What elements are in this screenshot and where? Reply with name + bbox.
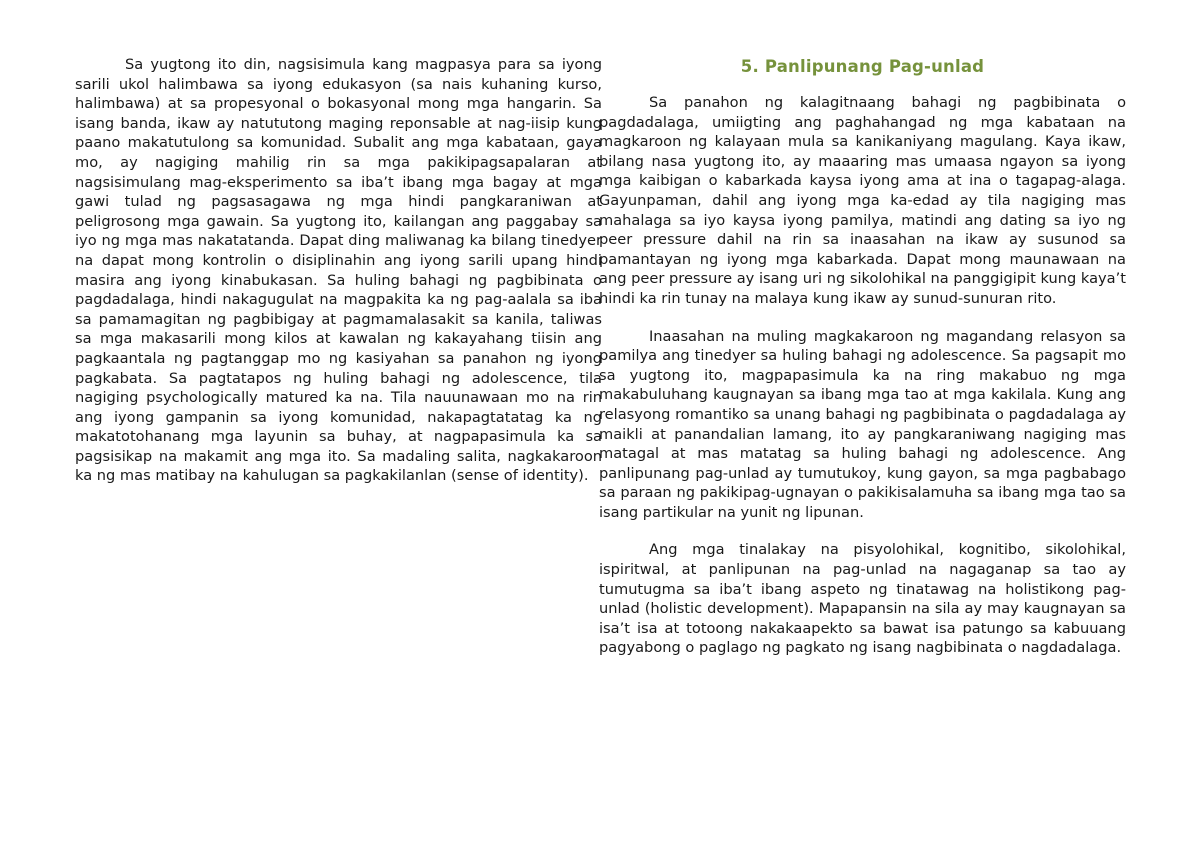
body-paragraph: Sa yugtong ito din, nagsisimula kang magpasya para sa iyong sarili ukol halimbawa sa iyong edukasyon (sa nais kuhaning kurso, halimbawa) at sa propesyonal o bokasyonal mong mga hangarin. Sa isang banda, ikaw ay natututong maging reponsable at nag-iisip kung paano makatutulong sa komunidad. Subalit ang mga kabataan, gaya mo, ay nagiging mahilig rin sa mga pakikipagsapalaran at nagsisimulang mag-eksperimento sa iba’t ibang mga bagay at mga gawi tulad ng pagsasagawa ng mga hindi pangkaraniwan at peligrosong mga gawain. Sa yugtong ito, kailangan ang paggabay sa iyo ng mga mas nakatatanda. Dapat ding maliwanag ka bilang tinedyer na dapat mong kontrolin o disiplinahin ang iyong sarili upang hindi masira ang iyong kinabukasan. Sa huling bahagi ng pagbibinata o pagdadalaga, hindi nakagugulat na magpakita ka ng pag-aalala sa iba sa pamamagitan ng pagbibigay at pagmamalasakit sa kanila, taliwas sa mga makasarili mong kilos at kawalan ng kakayahang tiisin ang pagkaantala ng pagtanggap mo ng kasiyahan sa panahon ng iyong pagkabata. Sa pagtatapos ng huling bahagi ng adolescence, tila nagiging psychologically matured ka na. Tila nauunawaan mo na rin ang iyong gampanin sa iyong komunidad, nakapagtatatag ka ng makatotohanang mga layunin sa buhay, at nagpapasimula ka sa pagsisikap na makamit ang mga ito. Sa madaling salita, nagkakaroon ka ng mas matibay na kahulugan sa pagkakilanlan (sense of identity). <box>75 56 602 485</box>
body-paragraph: Sa panahon ng kalagitnaang bahagi ng pagbibinata o pagdadalaga, umiigting ang paghahangad ng mga kabataan na magkaroon ng kalayaan mula sa kanikaniyang magulang. Kaya ikaw, bilang nasa yugtong ito, ay maaaring mas umaasa ngayon sa iyong mga kaibigan o kabarkada kaysa iyong ama at ina o tagapag-alaga. Gayunpaman, dahil ang iyong mga ka-edad ay tila nagiging mas mahalaga sa iyo kaysa iyong pamilya, matindi ang dating sa iyo ng peer pressure dahil na rin sa inaasahan na ikaw ay susunod sa pamantayan ng iyong mga kabarkada. Dapat mong maunawaan na ang peer pressure ay isang uri ng sikolohikal na panggigipit kung kaya’t hindi ka rin tunay na malaya kung ikaw ay sunud-sunuran rito. <box>599 94 1126 307</box>
body-paragraph: Ang mga tinalakay na pisyolohikal, kognitibo, sikolohikal, ispiritwal, at panlipunan na pag-unlad na nagaganap sa tao ay tumutugma sa iba’t ibang aspeto ng tinatawag na holistikong pag-unlad (holistic development). Mapapansin na sila ay may kaugnayan sa isa’t isa at totoong nakakaapekto sa bawat isa patungo sa kabuuang pagyabong o paglago ng pagkato ng isang nagbibinata o nagdadalaga. <box>599 541 1126 657</box>
section-heading: 5. Panlipunang Pag-unlad <box>740 57 985 76</box>
right-column <box>599 57 1126 676</box>
left-column <box>75 55 602 486</box>
body-paragraph: Inaasahan na muling magkakaroon ng magandang relasyon sa pamilya ang tinedyer sa huling bahagi ng adolescence. Sa pagsapit mo sa yugtong ito, magpapasimula ka na ring makabuo ng mga makabuluhang kaugnayan sa ibang mga tao at mga kakilala. Kung ang relasyong romantiko sa unang bahagi ng pagbibinata o pagdadalaga ay maikli at panandalian lamang, ito ay pangkaraniwang nagiging mas matagal at mas matatag sa huling bahagi ng adolescence. Ang panlipunang pag-unlad ay tumutukoy, kung gayon, sa mga pagbabago sa paraan ng pakikipag-ugnayan o pakikisalamuha sa ibang mga tao sa isang partikular na yunit ng lipunan. <box>599 327 1126 521</box>
